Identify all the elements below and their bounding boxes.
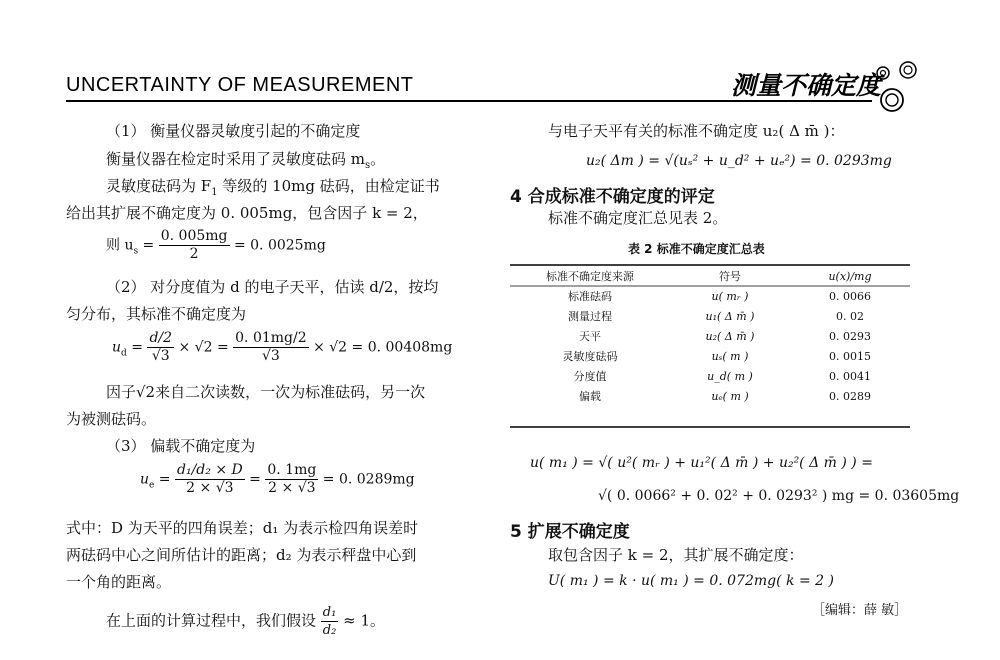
section-2-paragraph-2: 匀分布，其标准不确定度为 xyxy=(66,305,247,323)
uncertainty-summary-table xyxy=(510,266,910,406)
explanation-line-3: 一个角的距离。 xyxy=(66,573,172,591)
equation-expanded: U( m₁ ) = k · u( m₁ ) = 0. 072mg( k = 2 ) xyxy=(548,573,834,589)
section-1-title: （1） 衡量仪器灵敏度引起的不确定度 xyxy=(106,122,361,140)
table-cell: 偏载 xyxy=(579,390,601,403)
table-header-row xyxy=(510,266,910,286)
section-2-paragraph-3b: 为被测砝码。 xyxy=(66,410,157,428)
explanation-line-1: 式中：D 为天平的四角误差；d₁ 为表示检四角误差时 xyxy=(66,519,419,537)
table-cell: 测量过程 xyxy=(568,310,612,323)
equation-ue: $u_e$ = $\frac{\text{d₁/d₂ × D}}{2 \times √3}$ = $\frac{0. 1mg}{2 \times √3}$ = 0. 0289mg xyxy=(140,462,415,496)
equation-ud: $u_d$ = $\frac{d/2}{√3}$ × √2 = $\frac{0. 01mg/2}{√3}$ × √2 = 0. 00408mg xyxy=(112,330,453,364)
table-cell: 灵敏度砝码 xyxy=(562,350,618,363)
table-cell: uₑ( m ) xyxy=(711,389,749,403)
journal-header-chinese: 测量不确定度 xyxy=(731,71,882,100)
table-row xyxy=(510,306,910,326)
table-cell: 0. 02 xyxy=(836,309,864,323)
equation-us: 则 $u_s$ = $\frac{0. 005mg}{2}$ = 0. 0025mg xyxy=(106,228,326,262)
table-cell: 0. 0289 xyxy=(829,389,871,403)
section-4-paragraph: 标准不确定度汇总见表 2。 xyxy=(548,209,728,227)
section-4-title: 4 合成标准不确定度的评定 xyxy=(510,187,715,207)
section-1-paragraph-1: 衡量仪器在检定时采用了灵敏度砝码 $m_s$。 xyxy=(106,150,386,171)
equation-u2: u₂( Δm ) = √(uₛ² + u_d² + uₑ²) = 0. 0293mg xyxy=(586,153,892,169)
table-cell: u₁( Δ m̄ ) xyxy=(705,309,755,323)
table-header-cell: 符号 xyxy=(719,270,741,283)
table-row xyxy=(510,346,910,366)
editor-credit: ［编辑：薛 敏］ xyxy=(812,603,908,618)
equation-us-numerator: 0. 005mg xyxy=(160,228,228,244)
equation-combined-line-1: u( m₁ ) = √( u²( mᵣ ) + u₁²( Δ m̄ ) + u₂²( Δ m̄ ) ) = xyxy=(530,455,873,471)
explanation-line-2: 两砝码中心之间所估计的距离；d₂ 为表示秤盘中心到 xyxy=(66,546,417,564)
table-header-cell: 标准不确定度来源 xyxy=(546,270,634,283)
section-2-paragraph-1: （2） 对分度值为 d 的电子天平，估读 d/2，按均 xyxy=(106,278,439,296)
table-cell: 分度值 xyxy=(573,370,607,383)
table-row xyxy=(510,326,910,346)
section-5-paragraph: 取包含因子 k = 2，其扩展不确定度： xyxy=(548,546,804,564)
section-1-paragraph-2b: 给出其扩展不确定度为 0. 005mg，包含因子 k = 2， xyxy=(66,204,428,222)
table-cell: 标准砝码 xyxy=(568,290,612,303)
table-row xyxy=(510,286,910,306)
section-1-paragraph-2a: 灵敏度砝码为 $F_1$ 等级的 10mg 砝码，由检定证书 xyxy=(106,177,440,198)
table-cell: u_d( m ) xyxy=(707,369,753,383)
table-row xyxy=(510,366,910,386)
right-intro: 与电子天平有关的标准不确定度 u₂( Δ m̄ )： xyxy=(548,122,845,140)
equation-us-denominator: 2 xyxy=(189,246,199,262)
assumption-line: 在上面的计算过程中，我们假设 $\frac{\text{d₁}}{\text{d₂}}$ ≈ 1。 xyxy=(106,605,386,638)
journal-header-english: UNCERTAINTY OF MEASUREMENT xyxy=(66,74,414,96)
table-cell: u( mᵣ ) xyxy=(711,289,749,303)
table-caption: 表 2 标准不确定度汇总表 xyxy=(628,242,765,256)
section-5-title: 5 扩展不确定度 xyxy=(510,522,630,542)
table-cell: 0. 0015 xyxy=(829,349,871,363)
table-cell: uₛ( m ) xyxy=(711,349,749,363)
header-rule xyxy=(66,100,872,102)
table-cell: 天平 xyxy=(579,330,601,343)
equation-combined-line-2: √( 0. 0066² + 0. 02² + 0. 0293² ) mg = 0. 03605mg xyxy=(598,488,960,504)
table-header-cell: u(x)/mg xyxy=(828,269,872,283)
section-2-paragraph-3a: 因子√2来自二次读数，一次为标准砝码，另一次 xyxy=(106,383,426,401)
table-row xyxy=(510,386,910,406)
table-cell: u₂( Δ m̄ ) xyxy=(705,329,755,343)
table-cell: 0. 0041 xyxy=(829,369,871,383)
header-target-circles-icon xyxy=(874,58,924,114)
table-cell: 0. 0066 xyxy=(829,289,871,303)
table-cell: 0. 0293 xyxy=(829,329,871,343)
section-3-title: （3） 偏载不确定度为 xyxy=(106,437,256,455)
